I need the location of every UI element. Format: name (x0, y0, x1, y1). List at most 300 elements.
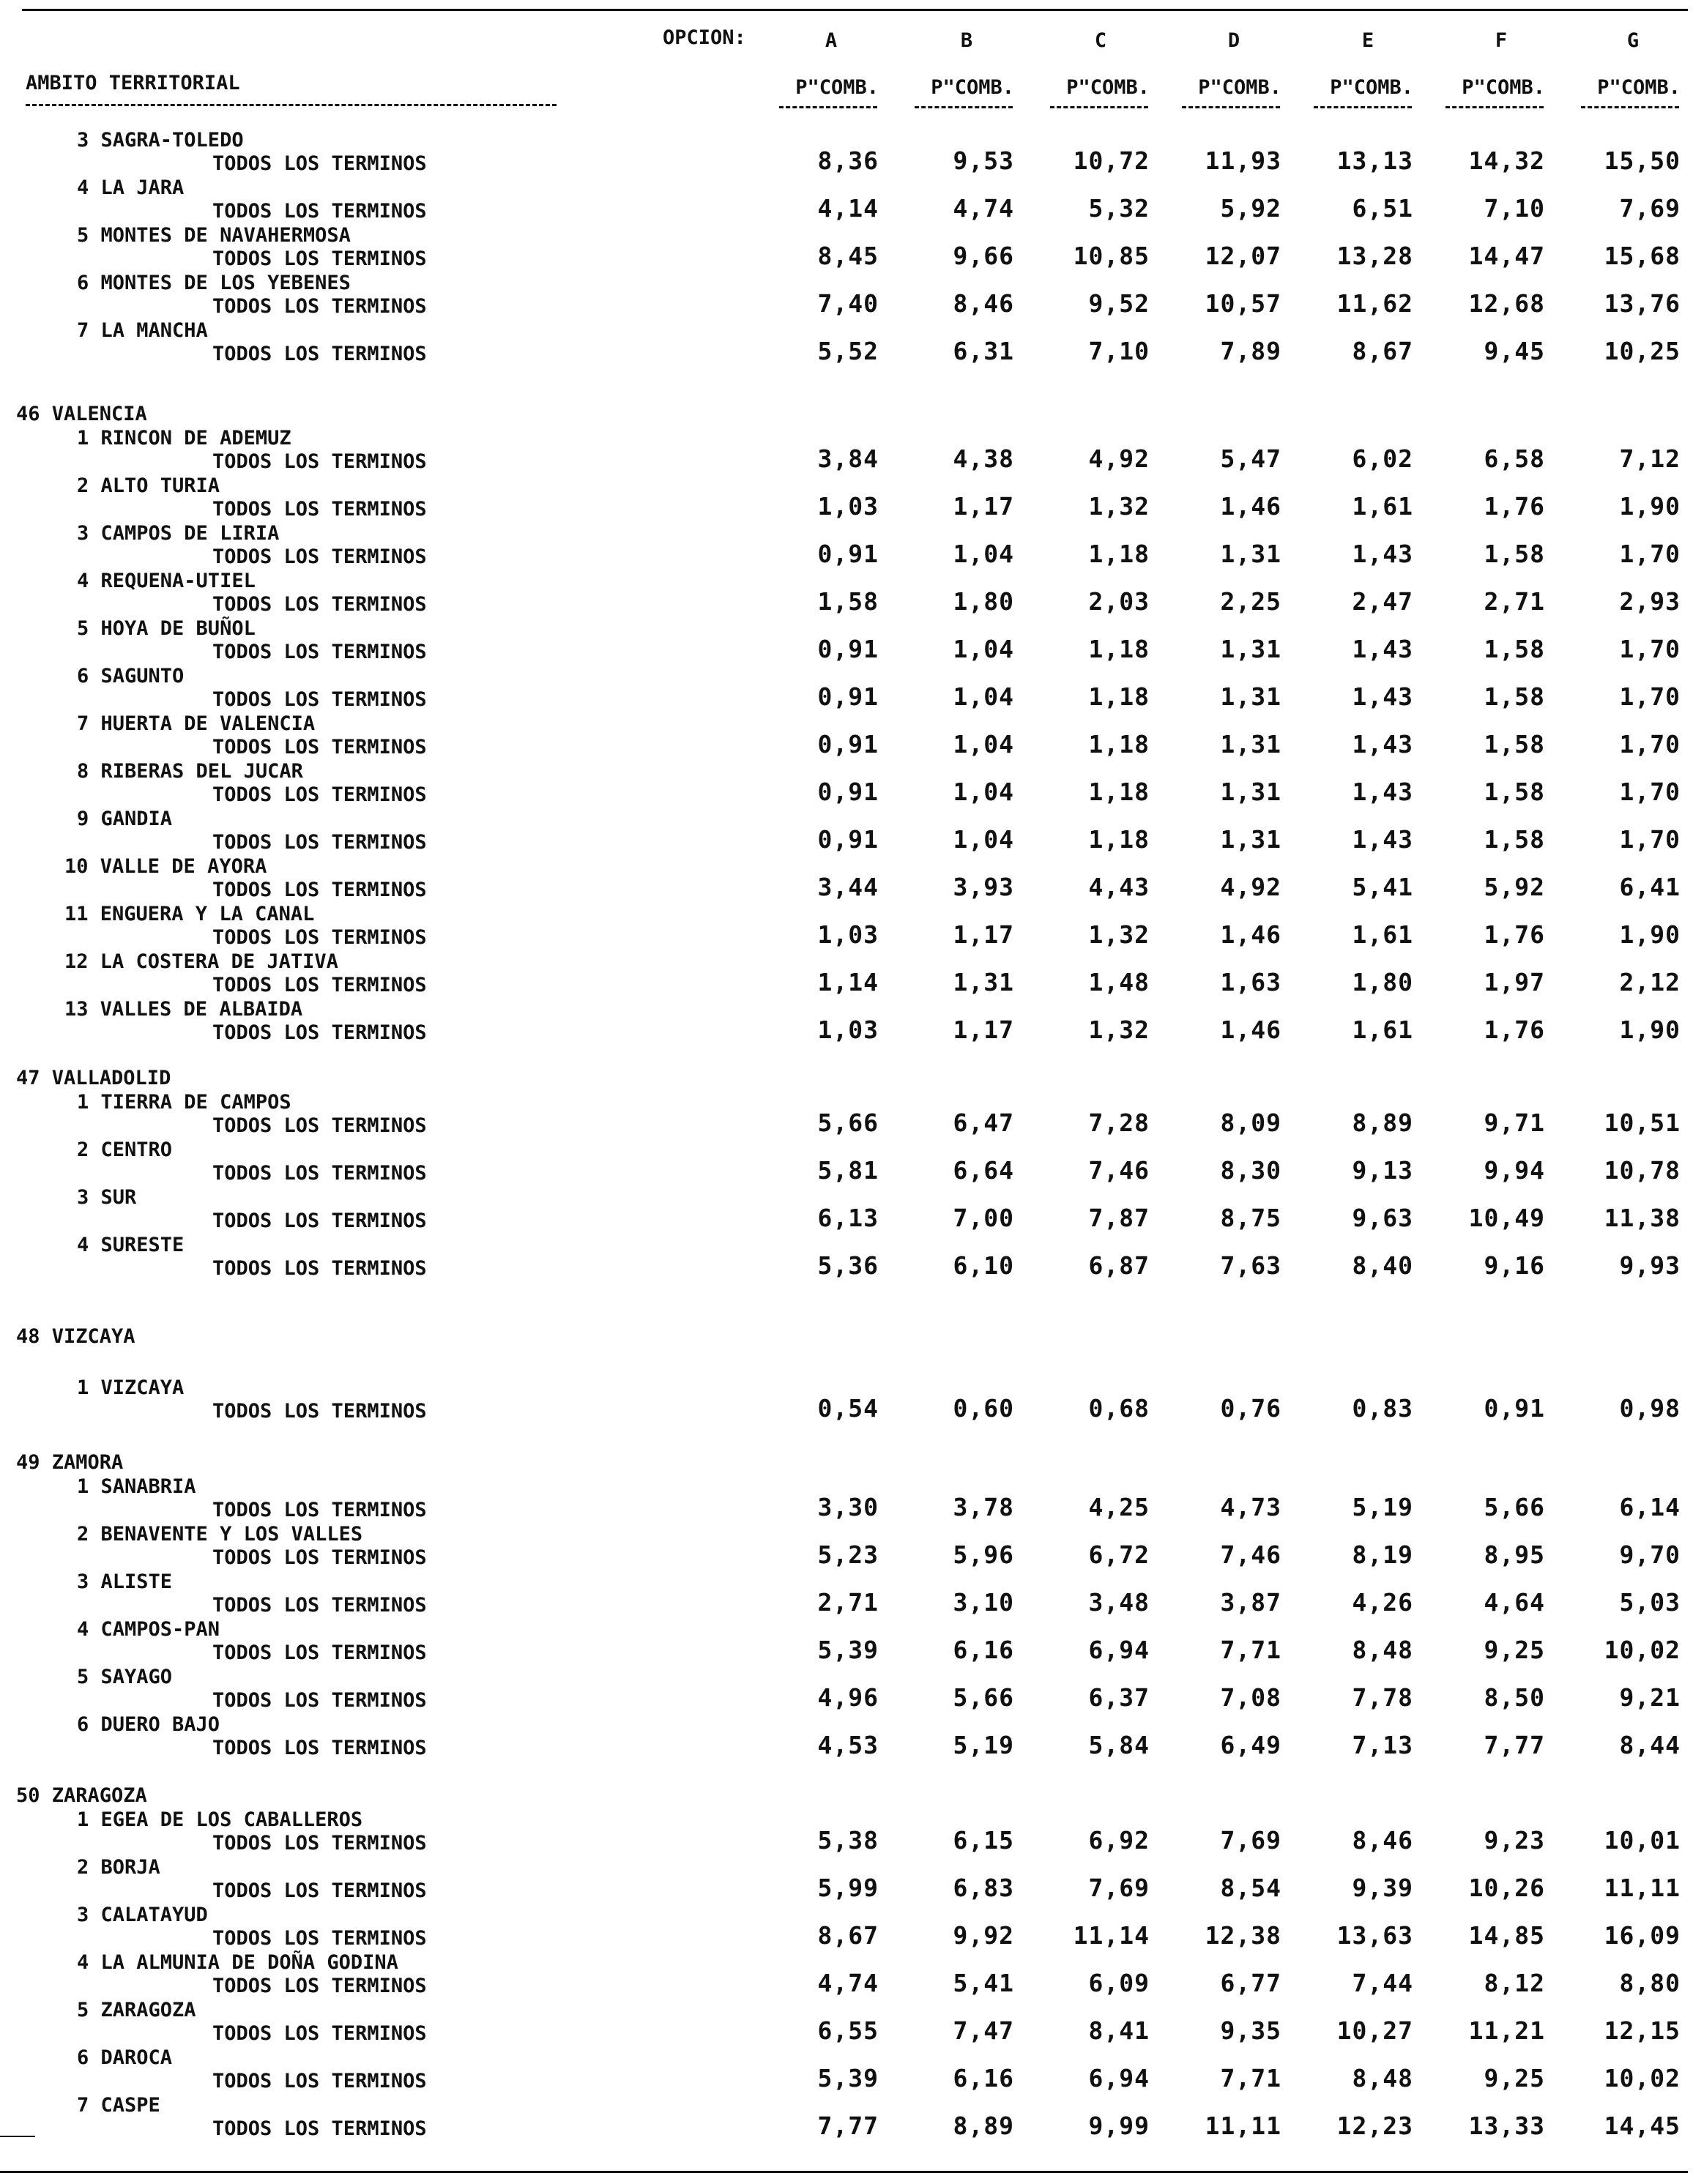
value-cell: 1,04 (953, 825, 1014, 854)
value-cell: 4,26 (1352, 1588, 1413, 1617)
value-cell: 7,77 (817, 2112, 879, 2140)
comarca-name: 2 BENAVENTE Y LOS VALLES (77, 1523, 363, 1546)
value-cell: 0,54 (817, 1394, 879, 1423)
value-cell: 1,70 (1619, 682, 1681, 711)
option-letter: F (1495, 29, 1508, 52)
todos-terminos-label: TODOS LOS TERMINOS (212, 1927, 427, 1950)
value-cell: 1,31 (953, 968, 1014, 996)
value-cell: 4,73 (1220, 1493, 1281, 1521)
value-cell: 9,21 (1619, 1683, 1681, 1712)
value-cell: 1,48 (1088, 968, 1150, 996)
column-underline (1182, 106, 1280, 108)
value-cell: 8,95 (1484, 1540, 1545, 1569)
comarca-name: 1 VIZCAYA (77, 1376, 185, 1399)
value-cell: 1,43 (1352, 778, 1413, 806)
value-cell: 14,32 (1468, 146, 1545, 175)
value-cell: 9,52 (1088, 289, 1150, 318)
value-cell: 8,44 (1619, 1731, 1681, 1759)
value-cell: 1,14 (817, 968, 879, 996)
value-cell: 8,89 (953, 2112, 1014, 2140)
comarca-name: 5 HOYA DE BUÑOL (77, 617, 256, 640)
todos-terminos-label: TODOS LOS TERMINOS (212, 831, 427, 854)
value-cell: 0,68 (1088, 1394, 1150, 1423)
todos-terminos-label: TODOS LOS TERMINOS (212, 1021, 427, 1044)
top-rule (22, 9, 1688, 11)
comarca-name: 3 CAMPOS DE LIRIA (77, 522, 280, 545)
value-cell: 14,47 (1468, 242, 1545, 270)
value-cell: 8,80 (1619, 1969, 1681, 1997)
todos-terminos-label: TODOS LOS TERMINOS (212, 974, 427, 996)
provincia-title: 49 ZAMORA (16, 1451, 124, 1474)
comarca-name: 4 REQUENA-UTIEL (77, 570, 256, 592)
todos-terminos-label: TODOS LOS TERMINOS (212, 1879, 427, 1902)
value-cell: 11,21 (1468, 2016, 1545, 2045)
value-cell: 7,77 (1484, 1731, 1545, 1759)
comarca-name: 9 GANDIA (77, 808, 173, 830)
value-cell: 0,91 (817, 540, 879, 568)
value-cell: 9,25 (1484, 1636, 1545, 1664)
value-cell: 0,83 (1352, 1394, 1413, 1423)
value-cell: 11,62 (1336, 289, 1413, 318)
value-cell: 1,58 (817, 587, 879, 616)
value-cell: 9,63 (1352, 1204, 1413, 1232)
value-cell: 7,40 (817, 289, 879, 318)
value-cell: 9,23 (1484, 1826, 1545, 1855)
value-cell: 6,72 (1088, 1540, 1150, 1569)
value-cell: 1,17 (953, 920, 1014, 949)
value-cell: 7,10 (1484, 194, 1545, 223)
value-cell: 4,43 (1088, 873, 1150, 901)
value-cell: 3,48 (1088, 1588, 1150, 1617)
value-cell: 14,85 (1468, 1921, 1545, 1950)
value-cell: 0,98 (1619, 1394, 1681, 1423)
todos-terminos-label: TODOS LOS TERMINOS (212, 926, 427, 949)
comarca-name: 6 MONTES DE LOS YEBENES (77, 272, 351, 294)
option-letter: B (960, 29, 973, 52)
value-cell: 5,84 (1088, 1731, 1150, 1759)
todos-terminos-label: TODOS LOS TERMINOS (212, 1546, 427, 1569)
value-cell: 4,38 (953, 444, 1014, 473)
column-heading: P"COMB. (1462, 76, 1545, 99)
value-cell: 9,94 (1484, 1156, 1545, 1185)
value-cell: 8,67 (817, 1921, 879, 1950)
value-cell: 6,16 (953, 1636, 1014, 1664)
value-cell: 10,26 (1468, 1874, 1545, 1902)
value-cell: 1,03 (817, 920, 879, 949)
value-cell: 6,09 (1088, 1969, 1150, 1997)
value-cell: 1,58 (1484, 778, 1545, 806)
value-cell: 0,76 (1220, 1394, 1281, 1423)
value-cell: 4,14 (817, 194, 879, 223)
value-cell: 1,43 (1352, 540, 1413, 568)
value-cell: 10,72 (1073, 146, 1150, 175)
option-letter: D (1227, 29, 1240, 52)
todos-terminos-label: TODOS LOS TERMINOS (212, 152, 427, 175)
column-heading: P"COMB. (795, 76, 879, 99)
value-cell: 3,30 (817, 1493, 879, 1521)
option-letter: G (1626, 29, 1640, 52)
bottom-rule (0, 2171, 1688, 2173)
value-cell: 1,18 (1088, 778, 1150, 806)
value-cell: 11,14 (1073, 1921, 1150, 1950)
value-cell: 7,44 (1352, 1969, 1413, 1997)
value-cell: 7,89 (1220, 337, 1281, 365)
value-cell: 10,02 (1604, 2064, 1681, 2092)
todos-terminos-label: TODOS LOS TERMINOS (212, 783, 427, 806)
value-cell: 7,10 (1088, 337, 1150, 365)
comarca-name: 1 RINCON DE ADEMUZ (77, 427, 291, 450)
todos-terminos-label: TODOS LOS TERMINOS (212, 450, 427, 473)
value-cell: 0,91 (1484, 1394, 1545, 1423)
value-cell: 6,64 (953, 1156, 1014, 1185)
value-cell: 1,90 (1619, 920, 1681, 949)
value-cell: 5,66 (817, 1108, 879, 1137)
value-cell: 1,43 (1352, 682, 1413, 711)
value-cell: 4,74 (953, 194, 1014, 223)
value-cell: 5,36 (817, 1251, 879, 1280)
value-cell: 0,91 (817, 730, 879, 759)
value-cell: 2,12 (1619, 968, 1681, 996)
value-cell: 5,99 (817, 1874, 879, 1902)
column-heading: P"COMB. (1330, 76, 1413, 99)
todos-terminos-label: TODOS LOS TERMINOS (212, 2070, 427, 2092)
value-cell: 1,46 (1220, 920, 1281, 949)
comarca-name: 1 TIERRA DE CAMPOS (77, 1091, 291, 1114)
value-cell: 1,31 (1220, 730, 1281, 759)
todos-terminos-label: TODOS LOS TERMINOS (212, 1689, 427, 1712)
value-cell: 9,70 (1619, 1540, 1681, 1569)
value-cell: 7,46 (1088, 1156, 1150, 1185)
value-cell: 13,76 (1604, 289, 1681, 318)
value-cell: 9,39 (1352, 1874, 1413, 1902)
value-cell: 9,66 (953, 242, 1014, 270)
todos-terminos-label: TODOS LOS TERMINOS (212, 593, 427, 616)
comarca-name: 1 SANABRIA (77, 1475, 196, 1498)
value-cell: 6,94 (1088, 2064, 1150, 2092)
value-cell: 8,75 (1220, 1204, 1281, 1232)
value-cell: 7,47 (953, 2016, 1014, 2045)
value-cell: 1,43 (1352, 825, 1413, 854)
todos-terminos-label: TODOS LOS TERMINOS (212, 343, 427, 365)
value-cell: 1,90 (1619, 492, 1681, 521)
value-cell: 1,76 (1484, 920, 1545, 949)
todos-terminos-label: TODOS LOS TERMINOS (212, 295, 427, 318)
value-cell: 9,45 (1484, 337, 1545, 365)
value-cell: 3,87 (1220, 1588, 1281, 1617)
value-cell: 1,43 (1352, 730, 1413, 759)
value-cell: 1,32 (1088, 920, 1150, 949)
value-cell: 1,70 (1619, 540, 1681, 568)
value-cell: 5,19 (953, 1731, 1014, 1759)
value-cell: 7,13 (1352, 1731, 1413, 1759)
value-cell: 7,12 (1619, 444, 1681, 473)
value-cell: 1,76 (1484, 492, 1545, 521)
comarca-name: 1 EGEA DE LOS CABALLEROS (77, 1808, 363, 1831)
todos-terminos-label: TODOS LOS TERMINOS (212, 1162, 427, 1185)
value-cell: 6,37 (1088, 1683, 1150, 1712)
comarca-name: 12 LA COSTERA DE JATIVA (64, 950, 338, 973)
value-cell: 6,77 (1220, 1969, 1281, 1997)
value-cell: 7,69 (1088, 1874, 1150, 1902)
value-cell: 7,69 (1619, 194, 1681, 223)
value-cell: 1,90 (1619, 1015, 1681, 1044)
todos-terminos-label: TODOS LOS TERMINOS (212, 1594, 427, 1617)
todos-terminos-label: TODOS LOS TERMINOS (212, 1114, 427, 1137)
comarca-name: 6 DUERO BAJO (77, 1713, 220, 1736)
value-cell: 1,80 (953, 587, 1014, 616)
value-cell: 1,76 (1484, 1015, 1545, 1044)
value-cell: 1,03 (817, 1015, 879, 1044)
value-cell: 1,18 (1088, 825, 1150, 854)
value-cell: 9,16 (1484, 1251, 1545, 1280)
value-cell: 12,07 (1205, 242, 1281, 270)
comarca-name: 11 ENGUERA Y LA CANAL (64, 903, 315, 925)
comarca-name: 4 LA JARA (77, 176, 185, 199)
value-cell: 6,15 (953, 1826, 1014, 1855)
value-cell: 10,85 (1073, 242, 1150, 270)
option-letter: E (1361, 29, 1374, 52)
value-cell: 8,46 (1352, 1826, 1413, 1855)
value-cell: 10,02 (1604, 1636, 1681, 1664)
value-cell: 10,49 (1468, 1204, 1545, 1232)
value-cell: 8,67 (1352, 337, 1413, 365)
value-cell: 1,58 (1484, 540, 1545, 568)
value-cell: 1,97 (1484, 968, 1545, 996)
value-cell: 5,66 (1484, 1493, 1545, 1521)
provincia-title: 50 ZARAGOZA (16, 1784, 147, 1807)
comarca-name: 4 CAMPOS-PAN (77, 1618, 220, 1641)
value-cell: 4,92 (1220, 873, 1281, 901)
column-underline (1050, 106, 1148, 108)
comarca-name: 3 CALATAYUD (77, 1904, 208, 1926)
column-underline (1314, 106, 1412, 108)
comarca-name: 7 HUERTA DE VALENCIA (77, 712, 316, 735)
value-cell: 11,93 (1205, 146, 1281, 175)
column-heading: P"COMB. (1597, 76, 1681, 99)
value-cell: 13,63 (1336, 1921, 1413, 1950)
comarca-name: 5 ZARAGOZA (77, 1999, 196, 2021)
comarca-name: 8 RIBERAS DEL JUCAR (77, 760, 303, 783)
value-cell: 9,25 (1484, 2064, 1545, 2092)
value-cell: 5,47 (1220, 444, 1281, 473)
value-cell: 10,57 (1205, 289, 1281, 318)
value-cell: 0,91 (817, 682, 879, 711)
ambito-label: AMBITO TERRITORIAL (26, 72, 240, 94)
value-cell: 2,47 (1352, 587, 1413, 616)
value-cell: 6,41 (1619, 873, 1681, 901)
todos-terminos-label: TODOS LOS TERMINOS (212, 1257, 427, 1280)
value-cell: 14,45 (1604, 2112, 1681, 2140)
comarca-name: 4 LA ALMUNIA DE DOÑA GODINA (77, 1951, 398, 1974)
value-cell: 8,54 (1220, 1874, 1281, 1902)
value-cell: 5,38 (817, 1826, 879, 1855)
todos-terminos-label: TODOS LOS TERMINOS (212, 200, 427, 223)
value-cell: 2,25 (1220, 587, 1281, 616)
value-cell: 6,55 (817, 2016, 879, 2045)
comarca-name: 13 VALLES DE ALBAIDA (64, 998, 303, 1021)
value-cell: 10,51 (1604, 1108, 1681, 1137)
value-cell: 1,31 (1220, 825, 1281, 854)
value-cell: 11,11 (1604, 1874, 1681, 1902)
value-cell: 5,52 (817, 337, 879, 365)
todos-terminos-label: TODOS LOS TERMINOS (212, 641, 427, 663)
column-heading: P"COMB. (1198, 76, 1281, 99)
value-cell: 8,45 (817, 242, 879, 270)
value-cell: 15,50 (1604, 146, 1681, 175)
value-cell: 9,71 (1484, 1108, 1545, 1137)
value-cell: 5,23 (817, 1540, 879, 1569)
value-cell: 1,32 (1088, 492, 1150, 521)
value-cell: 5,03 (1619, 1588, 1681, 1617)
value-cell: 1,31 (1220, 635, 1281, 663)
column-heading: P"COMB. (1066, 76, 1150, 99)
value-cell: 8,12 (1484, 1969, 1545, 1997)
value-cell: 15,68 (1604, 242, 1681, 270)
value-cell: 12,68 (1468, 289, 1545, 318)
left-edge-mark (0, 2136, 35, 2137)
column-underline (1581, 106, 1679, 108)
provincia-title: 48 VIZCAYA (16, 1325, 135, 1348)
value-cell: 1,46 (1220, 1015, 1281, 1044)
comarca-name: 10 VALLE DE AYORA (64, 855, 267, 878)
value-cell: 7,46 (1220, 1540, 1281, 1569)
value-cell: 1,58 (1484, 682, 1545, 711)
comarca-name: 2 ALTO TURIA (77, 474, 220, 497)
todos-terminos-label: TODOS LOS TERMINOS (212, 2022, 427, 2045)
todos-terminos-label: TODOS LOS TERMINOS (212, 1210, 427, 1232)
comarca-name: 3 SUR (77, 1186, 137, 1209)
value-cell: 11,11 (1205, 2112, 1281, 2140)
value-cell: 5,66 (953, 1683, 1014, 1712)
value-cell: 6,47 (953, 1108, 1014, 1137)
value-cell: 1,04 (953, 778, 1014, 806)
value-cell: 8,48 (1352, 1636, 1413, 1664)
value-cell: 1,70 (1619, 778, 1681, 806)
provincia-title: 47 VALLADOLID (16, 1067, 171, 1089)
value-cell: 0,91 (817, 778, 879, 806)
value-cell: 11,38 (1604, 1204, 1681, 1232)
value-cell: 3,10 (953, 1588, 1014, 1617)
value-cell: 6,87 (1088, 1251, 1150, 1280)
value-cell: 7,78 (1352, 1683, 1413, 1712)
value-cell: 7,87 (1088, 1204, 1150, 1232)
value-cell: 9,53 (953, 146, 1014, 175)
value-cell: 2,03 (1088, 587, 1150, 616)
value-cell: 1,32 (1088, 1015, 1150, 1044)
value-cell: 8,50 (1484, 1683, 1545, 1712)
value-cell: 4,74 (817, 1969, 879, 1997)
value-cell: 7,71 (1220, 2064, 1281, 2092)
value-cell: 7,71 (1220, 1636, 1281, 1664)
value-cell: 9,93 (1619, 1251, 1681, 1280)
value-cell: 5,92 (1484, 873, 1545, 901)
value-cell: 1,18 (1088, 540, 1150, 568)
value-cell: 4,25 (1088, 1493, 1150, 1521)
column-heading: P"COMB. (931, 76, 1014, 99)
value-cell: 2,93 (1619, 587, 1681, 616)
value-cell: 8,09 (1220, 1108, 1281, 1137)
value-cell: 1,04 (953, 682, 1014, 711)
value-cell: 6,92 (1088, 1826, 1150, 1855)
value-cell: 8,30 (1220, 1156, 1281, 1185)
value-cell: 6,49 (1220, 1731, 1281, 1759)
value-cell: 4,53 (817, 1731, 879, 1759)
value-cell: 3,78 (953, 1493, 1014, 1521)
value-cell: 13,13 (1336, 146, 1413, 175)
comarca-name: 2 CENTRO (77, 1138, 173, 1161)
value-cell: 4,64 (1484, 1588, 1545, 1617)
value-cell: 10,78 (1604, 1156, 1681, 1185)
value-cell: 1,61 (1352, 920, 1413, 949)
value-cell: 12,15 (1604, 2016, 1681, 2045)
ambito-underline (26, 104, 557, 106)
value-cell: 0,91 (817, 825, 879, 854)
todos-terminos-label: TODOS LOS TERMINOS (212, 247, 427, 270)
value-cell: 8,41 (1088, 2016, 1150, 2045)
value-cell: 12,23 (1336, 2112, 1413, 2140)
value-cell: 6,58 (1484, 444, 1545, 473)
value-cell: 1,18 (1088, 635, 1150, 663)
value-cell: 7,00 (953, 1204, 1014, 1232)
todos-terminos-label: TODOS LOS TERMINOS (212, 1737, 427, 1759)
value-cell: 1,04 (953, 635, 1014, 663)
value-cell: 3,84 (817, 444, 879, 473)
value-cell: 5,41 (953, 1969, 1014, 1997)
value-cell: 8,19 (1352, 1540, 1413, 1569)
value-cell: 6,51 (1352, 194, 1413, 223)
comarca-name: 5 MONTES DE NAVAHERMOSA (77, 224, 351, 247)
column-underline (1445, 106, 1544, 108)
option-letter: C (1094, 29, 1107, 52)
value-cell: 6,02 (1352, 444, 1413, 473)
todos-terminos-label: TODOS LOS TERMINOS (212, 688, 427, 711)
comarca-name: 2 BORJA (77, 1856, 160, 1879)
value-cell: 6,14 (1619, 1493, 1681, 1521)
value-cell: 13,33 (1468, 2112, 1545, 2140)
comarca-name: 4 SURESTE (77, 1234, 185, 1256)
value-cell: 7,69 (1220, 1826, 1281, 1855)
comarca-name: 7 LA MANCHA (77, 319, 208, 342)
comarca-name: 6 DAROCA (77, 2046, 173, 2069)
value-cell: 10,01 (1604, 1826, 1681, 1855)
value-cell: 16,09 (1604, 1921, 1681, 1950)
value-cell: 5,92 (1220, 194, 1281, 223)
value-cell: 1,03 (817, 492, 879, 521)
value-cell: 1,31 (1220, 682, 1281, 711)
value-cell: 6,10 (953, 1251, 1014, 1280)
comarca-name: 6 SAGUNTO (77, 665, 185, 687)
todos-terminos-label: TODOS LOS TERMINOS (212, 2117, 427, 2140)
value-cell: 5,96 (953, 1540, 1014, 1569)
value-cell: 1,18 (1088, 730, 1150, 759)
value-cell: 2,71 (817, 1588, 879, 1617)
value-cell: 13,28 (1336, 242, 1413, 270)
todos-terminos-label: TODOS LOS TERMINOS (212, 545, 427, 568)
value-cell: 4,96 (817, 1683, 879, 1712)
column-underline (915, 106, 1013, 108)
value-cell: 5,32 (1088, 194, 1150, 223)
value-cell: 1,31 (1220, 778, 1281, 806)
value-cell: 3,93 (953, 873, 1014, 901)
value-cell: 6,83 (953, 1874, 1014, 1902)
todos-terminos-label: TODOS LOS TERMINOS (212, 1641, 427, 1664)
value-cell: 8,48 (1352, 2064, 1413, 2092)
value-cell: 1,63 (1220, 968, 1281, 996)
value-cell: 1,58 (1484, 635, 1545, 663)
value-cell: 1,80 (1352, 968, 1413, 996)
value-cell: 1,70 (1619, 730, 1681, 759)
value-cell: 8,36 (817, 146, 879, 175)
